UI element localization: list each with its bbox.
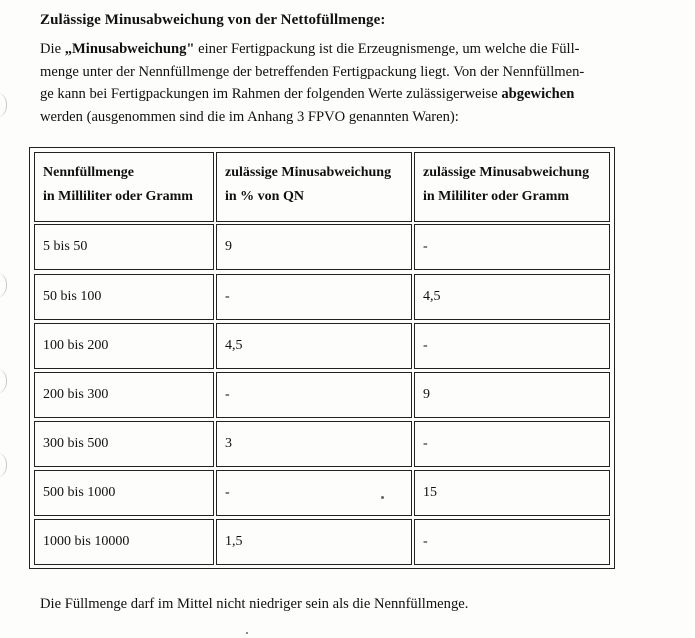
table-cell [34,274,214,320]
cell-text: - [225,485,230,500]
header-line: zulässige Minusabweichung [225,165,392,180]
cell-text: 4,5 [225,338,243,353]
header-text [43,161,193,209]
footer-note: Die Füllmenge darf im Mittel nicht niedriger sein als die Nennfüllmenge. [40,596,469,612]
header-line: in Milliliter oder Gramm [43,189,193,204]
table-cell [414,224,610,270]
scan-speck [246,632,248,634]
table-cell [414,274,610,320]
cell-text: 200 bis 300 [43,387,109,402]
text-run: Die [40,41,65,57]
cell-text: - [225,387,230,402]
table-header-cell [414,152,610,222]
table-header-cell [34,152,214,222]
table-header-cell [216,152,412,222]
cell-text: 4,5 [423,289,441,304]
header-line: in % von QN [225,189,304,204]
table-cell [216,421,412,467]
cell-text: 15 [423,485,437,500]
table-cell [34,372,214,418]
bold-term: „Minusabweichung" [64,41,195,57]
header-line: Nennfüllmenge [43,165,134,180]
scan-margin-mark [0,368,7,394]
scan-margin-mark [0,272,7,298]
cell-text: 1,5 [225,534,243,549]
cell-text: - [423,534,428,549]
table-cell [414,470,610,516]
text-run: einer Fertigpackung ist die Erzeugnismenge, um welche die Füll- [194,41,580,57]
scan-speck [381,496,384,499]
scan-margin-mark [0,92,7,118]
header-text [423,161,589,209]
cell-text: 1000 bis 10000 [43,534,130,549]
header-text [225,161,391,209]
cell-text: - [423,436,428,451]
cell-text: 500 bis 1000 [43,485,116,500]
text-run: ge kann bei Fertigpackungen im Rahmen der folgenden Werte zulässigerweise [40,86,502,102]
cell-text: 9 [225,239,232,254]
tolerance-table [29,147,615,569]
table-cell [216,274,412,320]
cell-text: 5 bis 50 [43,239,88,254]
paragraph-line [40,38,620,61]
table-cell [216,224,412,270]
bold-term: abgewichen [501,86,575,102]
table-cell [34,421,214,467]
table-cell [414,519,610,565]
table-cell [34,224,214,270]
table-cell [216,323,412,369]
cell-text: 3 [225,436,232,451]
table-cell [414,372,610,418]
header-line: zulässige Minusabweichung [423,165,590,180]
cell-text: 100 bis 200 [43,338,109,353]
paragraph-line [40,83,620,106]
cell-text: 9 [423,387,430,402]
paragraph-line: werden (ausgenommen sind die im Anhang 3 FPVO genannten Waren): [40,108,459,125]
cell-text: 50 bis 100 [43,289,102,304]
cell-text: 300 bis 500 [43,436,109,451]
cell-text: - [423,239,428,254]
intro-paragraph [40,38,620,128]
table-cell [34,323,214,369]
table-cell [34,470,214,516]
table-cell [414,323,610,369]
cell-text: - [225,289,230,304]
table-cell [414,421,610,467]
cell-text: - [423,338,428,353]
paragraph-line: menge unter der Nennfüllmenge der betreffenden Fertigpackung liegt. Von der Nennfüllmen- [40,63,585,80]
table-cell [216,470,412,516]
header-line: in Mililiter oder Gramm [423,189,570,204]
table-cell [216,519,412,565]
table-cell [34,519,214,565]
section-heading: Zulässige Minusabweichung von der Nettofüllmenge: [40,12,386,28]
table-cell [216,372,412,418]
scan-margin-mark [0,452,7,478]
